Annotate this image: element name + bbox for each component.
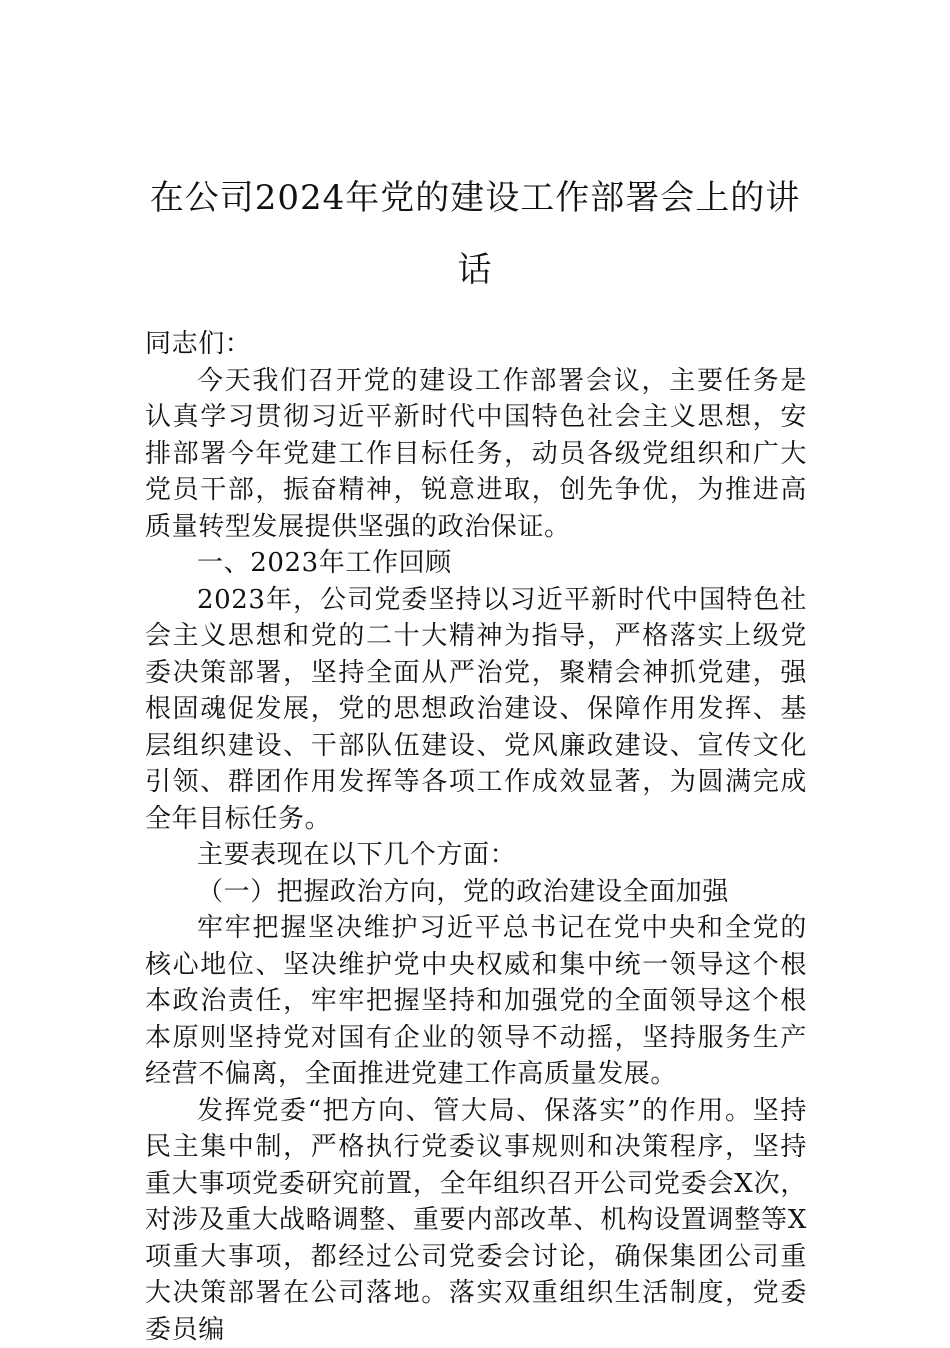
section-heading-review: 一、2023年工作回顾 [145, 545, 807, 582]
paragraph-aspects-lead: 主要表现在以下几个方面： [145, 837, 807, 874]
document-title: 在公司2024年党的建设工作部署会上的讲话 [140, 162, 810, 306]
document-body [145, 326, 807, 1348]
paragraph-intro: 今天我们召开党的建设工作部署会议，主要任务是认真学习贯彻习近平新时代中国特色社会主义思想，安排部署今年党建工作目标任务，动员各级党组织和广大党员干部，振奋精神，锐意进取，创先争优，为推进高质量转型发展提供坚强的政治保证。 [145, 363, 807, 546]
salutation: 同志们： [145, 326, 807, 363]
paragraph-party-committee-role: 发挥党委“把方向、管大局、保落实”的作用。坚持民主集中制，严格执行党委议事规则和决策程序，坚持重大事项党委研究前置，全年组织召开公司党委会X次，对涉及重大战略调整、重要内部改革、机构设置调整等X项重大事项，都经过公司党委会讨论，确保集团公司重大决策部署在公司落地。落实双重组织生活制度，党委委员编 [145, 1093, 807, 1348]
subsection-heading-political: （一）把握政治方向，党的政治建设全面加强 [145, 874, 807, 911]
paragraph-political-core: 牢牢把握坚决维护习近平总书记在党中央和全党的核心地位、坚决维护党中央权威和集中统一领导这个根本政治责任，牢牢把握坚持和加强党的全面领导这个根本原则坚持党对国有企业的领导不动摇，坚持服务生产经营不偏离，全面推进党建工作高质量发展。 [145, 910, 807, 1093]
paragraph-review-summary: 2023年，公司党委坚持以习近平新时代中国特色社会主义思想和党的二十大精神为指导，严格落实上级党委决策部署，坚持全面从严治党，聚精会神抓党建，强根固魂促发展，党的思想政治建设、保障作用发挥、基层组织建设、干部队伍建设、党风廉政建设、宣传文化引领、群团作用发挥等各项工作成效显著，为圆满完成全年目标任务。 [145, 582, 807, 838]
